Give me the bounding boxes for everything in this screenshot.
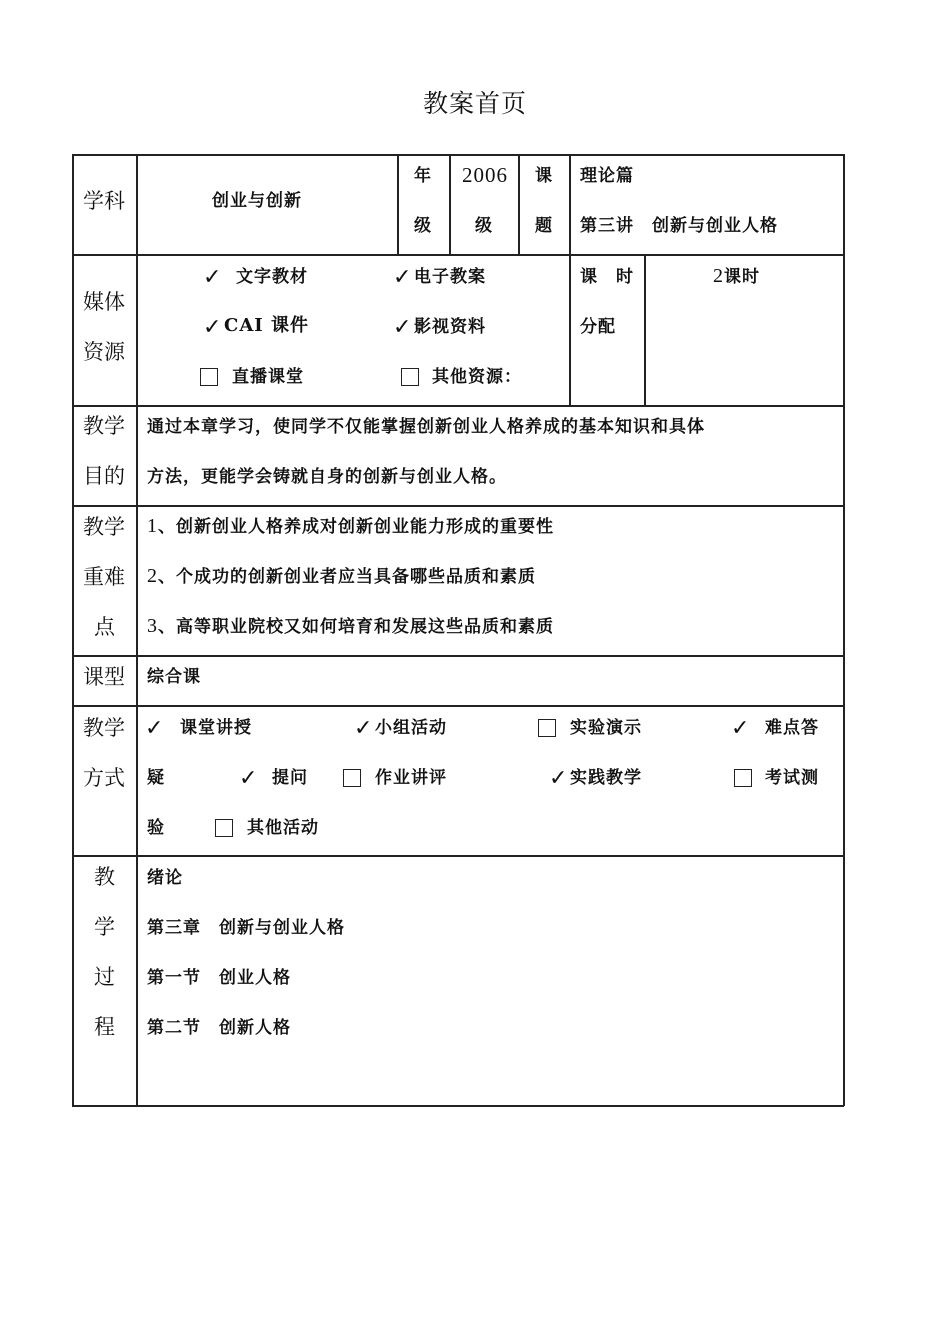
column-divider [569,154,571,255]
row-divider [72,855,844,857]
column-divider [569,254,571,406]
key-label-1: 教学 [83,515,125,539]
media-checkbox-live[interactable] [200,368,218,386]
topic-label-bottom: 题 [535,216,553,236]
type-value: 综合课 [147,667,201,687]
process-label-4: 程 [94,1015,115,1039]
process-label-1: 教 [94,865,115,889]
grade-label-bottom: 级 [414,216,432,236]
goal-label-2: 目的 [83,464,125,488]
checkmark-icon: ✓ [393,265,412,290]
column-divider [644,254,646,406]
row-divider [72,405,844,407]
subject-value: 创业与创新 [212,191,302,211]
checkmark-icon: ✓ [203,265,222,290]
column-divider [136,154,138,1106]
method-difficulty-qa: 难点答 [765,718,819,738]
media-label-2: 资源 [83,340,125,364]
grade-unit: 级 [475,216,493,236]
checkmark-icon: ✓ [731,716,750,741]
key-point-3: 3、高等职业院校又如何培育和发展这些品质和素质 [147,615,554,637]
method-difficulty-qa-cont: 疑 [147,768,165,788]
row-divider [72,254,844,256]
media-item-e-lesson-plan: 电子教案 [414,267,486,287]
grade-label-top: 年 [414,166,432,186]
method-group-activity: 小组活动 [375,718,447,738]
method-practice: 实践教学 [570,768,642,788]
column-divider [518,154,520,255]
method-other-activity: 其他活动 [247,818,319,838]
process-label-2: 学 [94,915,115,939]
hours-label-2: 分配 [580,317,616,337]
media-checkbox-other[interactable] [401,368,419,386]
process-label-3: 过 [94,965,115,989]
key-point-1: 1、创新创业人格养成对创新创业能力形成的重要性 [147,515,554,537]
method-label-2: 方式 [83,766,125,790]
goal-line-2: 方法，更能学会铸就自身的创新与创业人格。 [147,467,507,487]
media-item-video: 影视资料 [414,317,486,337]
checkmark-icon: ✓ [145,716,164,741]
media-label-1: 媒体 [83,290,125,314]
method-checkbox-other[interactable] [215,819,233,837]
hours-label-1: 课 时 [580,267,634,287]
lesson-plan-table [72,154,844,1106]
goal-line-1: 通过本章学习，使同学不仅能掌握创新创业人格养成的基本知识和具体 [147,417,705,437]
method-lecture: 课堂讲授 [180,718,252,738]
table-border-left [72,154,74,1106]
key-point-2: 2、个成功的创新创业者应当具备哪些品质和素质 [147,565,536,587]
table-border-bottom [72,1105,844,1107]
goal-label-1: 教学 [83,414,125,438]
method-homework-review: 作业讲评 [375,768,447,788]
column-divider [397,154,399,255]
hours-unit: 课时 [724,267,760,287]
media-item-other: 其他资源： [432,367,522,387]
method-exam-cont: 验 [147,818,165,838]
method-experiment: 实验演示 [570,718,642,738]
topic-line-2: 第三讲 创新与创业人格 [580,216,778,236]
type-label: 课型 [83,665,125,689]
method-checkbox-homework[interactable] [343,769,361,787]
checkmark-icon: ✓ [203,315,222,340]
hours-number: 2 [713,265,724,287]
row-divider [72,505,844,507]
checkmark-icon: ✓ [239,766,258,791]
process-line-4: 第二节 创新人格 [147,1018,291,1038]
media-item-cai: CAI 课件 [224,315,309,336]
process-line-3: 第一节 创业人格 [147,968,291,988]
key-label-2: 重难 [83,565,125,589]
method-checkbox-experiment[interactable] [538,719,556,737]
grade-year: 2006 [462,163,508,187]
method-label-1: 教学 [83,716,125,740]
media-item-live-class: 直播课堂 [232,367,304,387]
row-divider [72,655,844,657]
subject-label: 学科 [83,189,125,213]
checkmark-icon: ✓ [393,315,412,340]
checkmark-icon: ✓ [549,766,568,791]
checkmark-icon: ✓ [354,716,373,741]
process-line-2: 第三章 创新与创业人格 [147,918,345,938]
media-item-text-materials: 文字教材 [236,267,308,287]
method-questions: 提问 [272,768,308,788]
hours-value [713,266,760,287]
topic-line-1: 理论篇 [580,166,634,186]
topic-label-top: 课 [535,166,553,186]
key-label-3: 点 [94,615,115,639]
method-checkbox-exam[interactable] [734,769,752,787]
table-border-right [843,154,845,1106]
table-border-top [72,154,844,156]
page-title: 教案首页 [422,89,527,118]
method-exam: 考试测 [765,768,819,788]
process-line-1: 绪论 [147,868,183,888]
row-divider [72,705,844,707]
column-divider [449,154,451,255]
